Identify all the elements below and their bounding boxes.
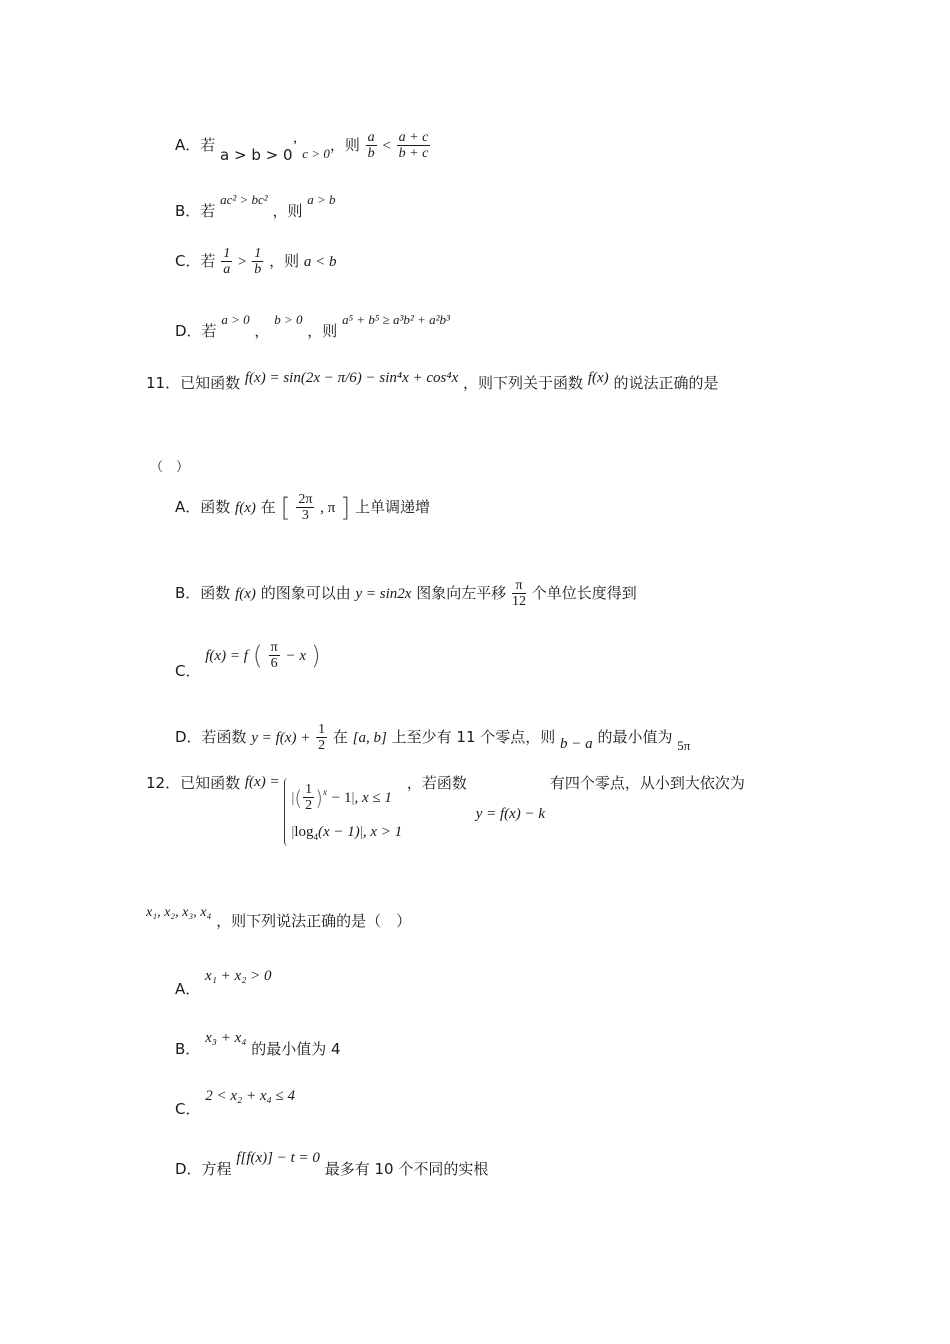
fraction-2: $\frac{1}{b}$: [254, 246, 262, 278]
log-text: log: [294, 823, 314, 840]
comma: ，: [254, 322, 270, 340]
stem-text-2: ，则下列关于函数: [463, 374, 584, 392]
left-paren: (: [252, 640, 263, 671]
q11-option-c: [175, 640, 321, 680]
function-ref: f(x): [587, 370, 609, 386]
option-expression: x₁ + x₂ > 0: [205, 968, 272, 984]
then-text: ，则: [272, 202, 303, 220]
q12-option-b: [175, 1026, 341, 1058]
option-label: C．: [175, 1100, 201, 1118]
interval-fraction: $\frac{2\pi}{3}$: [298, 492, 313, 524]
function-definition: f(x) = sin(2x − π/6) − sin⁴x + cos⁴x: [244, 370, 459, 386]
stem-text-3: 的说法正确的是: [613, 374, 719, 392]
option-text: 的最小值为 4: [251, 1040, 341, 1058]
zai-text: 在: [332, 727, 348, 746]
option-expression: x₃ + x₄: [205, 1030, 247, 1046]
zai-text: 在: [260, 497, 276, 516]
fraction-1: $\frac{1}{a}$: [223, 246, 231, 278]
q10-option-a: [175, 130, 431, 162]
case-2: $|\log_4(x - 1)|$, x > 1: [291, 823, 403, 842]
right-paren: ): [310, 640, 321, 671]
result: a < b: [303, 253, 337, 270]
option-expression: 2 < x₂ + x₄ ≤ 4: [205, 1088, 295, 1104]
option-text-1: 的图象可以由: [260, 583, 351, 602]
option-label: B．: [175, 1040, 201, 1058]
q11-paren: [150, 456, 189, 475]
stem-text: 12．已知函数: [146, 773, 241, 792]
case1-fraction: $\frac{1}{2}$: [305, 782, 313, 814]
piecewise-brace: [284, 778, 402, 846]
q10-option-b: [175, 188, 336, 220]
option-text: 上单调递增: [355, 497, 431, 516]
result: a > b: [307, 192, 336, 207]
fraction-lhs: $\frac{a}{b}$: [367, 130, 375, 162]
expression-left: f(x) = f: [205, 647, 248, 664]
q12-stem: [146, 773, 745, 846]
q11-stem: [146, 366, 719, 392]
stem-text-4: ，则下列说法正确的是（ ）: [216, 912, 412, 930]
case2-condition: , x > 1: [362, 823, 403, 840]
condition-2: c > 0: [302, 145, 330, 161]
q10-option-c: [175, 246, 337, 278]
base-function: y = sin2x: [355, 585, 412, 602]
answer-value: 5π: [677, 737, 691, 753]
stem-text-2: ，若函数: [406, 773, 467, 792]
option-expression: f[f(x)] − t = 0: [236, 1150, 320, 1166]
option-label: A．函数: [175, 497, 231, 516]
zero-variables: x₁, x₂, x₃, x₄: [146, 905, 212, 920]
case1-rest: − 1: [331, 789, 352, 806]
option-text-1: 上至少有 11 个零点，则: [391, 727, 556, 746]
then-text: ，则: [329, 135, 360, 154]
q12-option-d: [175, 1146, 489, 1178]
right-bracket: ]: [340, 492, 351, 523]
log-argument: (x − 1): [318, 823, 360, 840]
option-label: A．若: [175, 135, 216, 154]
shift-fraction: $\frac{\pi}{12}$: [512, 578, 527, 610]
stem-text: 11．已知函数: [146, 374, 241, 392]
option-label: D．方程: [175, 1160, 232, 1178]
condition-2: b > 0: [274, 312, 303, 327]
left-bracket: [: [280, 492, 291, 523]
log-base: 4: [313, 831, 319, 842]
case1-condition: , x ≤ 1: [354, 789, 392, 806]
operator: >: [238, 253, 247, 270]
separator: ’: [292, 137, 298, 154]
then-text: ，则: [269, 251, 300, 270]
then-text: ，则: [307, 322, 338, 340]
answer-paren: （ ）: [150, 460, 190, 475]
option-label: D．若: [175, 322, 217, 340]
option-label: A．: [175, 980, 201, 998]
option-label: B．若: [175, 202, 216, 220]
option-label: C．若: [175, 251, 216, 270]
condition: a > b > 0: [220, 145, 293, 164]
q12-option-c: [175, 1084, 295, 1118]
q10-option-d: [175, 308, 450, 340]
option-text: 最多有 10 个不同的实根: [324, 1160, 489, 1178]
condition-1: a > 0: [221, 312, 250, 327]
option-text-3: 个单位长度得到: [531, 583, 637, 602]
q11-option-d: [175, 722, 690, 754]
option-label: B．函数: [175, 583, 231, 602]
function-ref: f(x): [235, 499, 256, 516]
q12-stem-line2: [146, 905, 412, 930]
difference-expression: b − a: [560, 735, 593, 752]
function-ref: f(x): [235, 585, 256, 602]
stem-text-3: 有四个零点，从小到大依次为: [549, 773, 745, 792]
q11-option-b: [175, 578, 637, 610]
case-1: |( $\frac{1}{2}$ )$^x$ − 1|, x ≤ 1: [291, 782, 392, 814]
q12-option-a: [175, 964, 272, 998]
condition: ac² > bc²: [220, 192, 268, 207]
fraction-rhs: $\frac{a + c}{b + c}$: [398, 130, 429, 162]
q11-option-a: [175, 492, 430, 524]
function-expression: y = f(x) +: [251, 729, 311, 746]
interval-rest: , π: [320, 499, 336, 516]
shifted-function: y = f(x) − k: [475, 805, 546, 822]
operator: <: [382, 137, 391, 154]
interval: [a, b]: [352, 729, 387, 746]
option-label: D．若函数: [175, 727, 247, 746]
option-text-2: 图象向左平移: [416, 583, 507, 602]
half-fraction: $\frac{1}{2}$: [318, 722, 326, 754]
option-label: C．: [175, 661, 201, 680]
option-text-2: 的最小值为: [597, 727, 673, 746]
expression-rest: − x: [285, 647, 306, 664]
function-lhs: f(x) =: [244, 773, 280, 790]
result: a⁵ + b⁵ ≥ a³b² + a²b³: [342, 312, 450, 327]
pi-fraction: $\frac{\pi}{6}$: [270, 640, 278, 672]
